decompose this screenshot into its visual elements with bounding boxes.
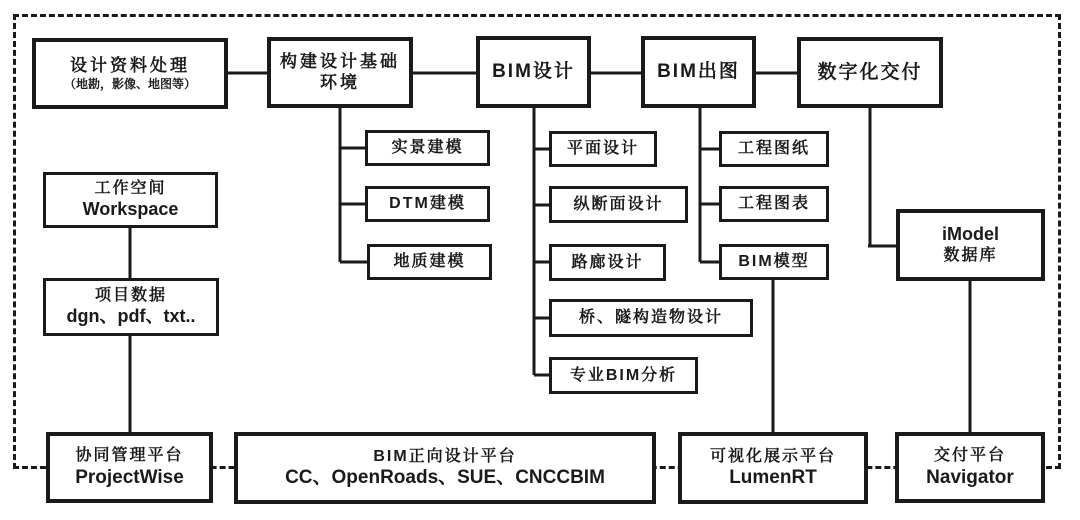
node-label: 桥、隧构造物设计 — [578, 309, 723, 327]
node-geology-modeling — [367, 244, 492, 280]
node-label: 地质建模 — [393, 253, 466, 271]
node-label: 实景建模 — [391, 139, 464, 157]
node-engineering-charts — [719, 186, 829, 222]
node-design-data-processing — [32, 38, 228, 109]
node-project-data — [43, 278, 219, 336]
node-title-line2: 环境 — [320, 72, 360, 92]
platform-name: 协同管理平台 — [75, 447, 184, 465]
node-profile-design — [549, 186, 688, 223]
node-build-design-base-env — [267, 37, 413, 108]
node-imodel-database — [896, 209, 1045, 281]
platform-name: 交付平台 — [933, 447, 1006, 465]
node-title: BIM出图 — [657, 61, 740, 83]
node-visualization-platform-lumenrt — [678, 432, 868, 504]
node-title: 工作空间 — [94, 180, 167, 198]
node-subtitle: （地勘，影像、地图等） — [63, 76, 196, 91]
node-label: 工程图表 — [737, 195, 810, 213]
node-title: 数字化交付 — [817, 61, 923, 83]
node-dtm-modeling — [365, 186, 490, 222]
node-engineering-drawings — [719, 131, 829, 167]
node-label: 平面设计 — [566, 140, 639, 158]
node-title: iModel — [942, 224, 999, 245]
node-bim-forward-design-platform — [234, 432, 656, 504]
node-label: 纵断面设计 — [573, 195, 664, 213]
node-label: BIM模型 — [738, 253, 810, 271]
node-delivery-platform-navigator — [895, 432, 1045, 503]
node-bim-output — [641, 36, 756, 108]
platform-product: Navigator — [926, 466, 1014, 488]
node-label: 路廊设计 — [571, 253, 644, 271]
platform-product: LumenRT — [729, 467, 817, 489]
node-reality-modeling — [365, 130, 490, 166]
node-workspace — [43, 172, 218, 228]
node-collaboration-platform-projectwise — [46, 432, 213, 503]
node-label: 专业BIM分析 — [569, 366, 678, 384]
node-title: 项目数据 — [94, 287, 167, 305]
node-title: BIM设计 — [492, 61, 575, 83]
node-bridge-tunnel-structure-design — [549, 299, 753, 337]
node-title: 设计资料处理 — [70, 55, 190, 75]
node-digital-delivery — [797, 37, 943, 108]
node-bim-model — [719, 244, 829, 280]
node-subtitle: 数据库 — [943, 247, 998, 265]
node-title: 构建设计基础 — [280, 51, 400, 71]
node-bim-design — [476, 36, 591, 108]
platform-product: ProjectWise — [75, 466, 184, 488]
node-subtitle: dgn、pdf、txt.. — [66, 305, 196, 326]
node-label: 工程图纸 — [737, 140, 810, 158]
node-professional-bim-analysis — [549, 357, 698, 394]
platform-name: BIM正向设计平台 — [373, 447, 517, 465]
node-label: DTM建模 — [389, 195, 466, 213]
platform-product: CC、OpenRoads、SUE、CNCCBIM — [285, 467, 605, 489]
node-plane-design — [549, 131, 657, 167]
platform-name: 可视化展示平台 — [709, 447, 836, 465]
node-subtitle: Workspace — [82, 198, 179, 219]
node-corridor-design — [549, 244, 666, 281]
